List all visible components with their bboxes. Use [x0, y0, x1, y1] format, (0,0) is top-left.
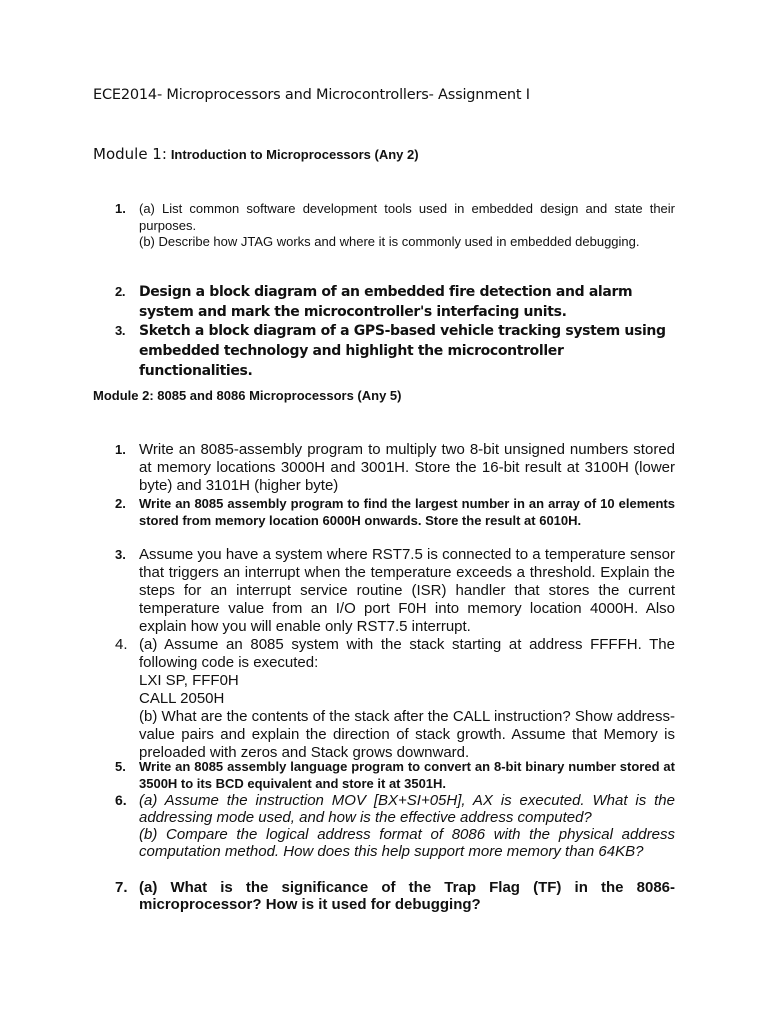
module2-question-3 — [115, 546, 675, 636]
question-text: Sketch a block diagram of a GPS-based vehicle tracking system using embedded technology and highlight the microcontroller functionalities. — [139, 323, 666, 379]
question-number: 7. — [115, 879, 128, 896]
module1-question-3 — [115, 321, 675, 381]
question-number: 2. — [115, 496, 126, 511]
question-part-a: (a) List common software development tools used in embedded design and state their purposes. — [139, 201, 675, 233]
question-text: Write an 8085-assembly program to multiply two 8-bit unsigned numbers stored at memory locations 3000H and 3001H. Store the 16-bit result at 3100H (lower byte) and 3101H (higher byte) — [139, 441, 675, 494]
module2-question-7 — [115, 879, 675, 913]
module1-heading — [93, 145, 419, 163]
question-text: Write an 8085 assembly language program to convert an 8-bit binary number stored at 3500H to its BCD equivalent and store it at 3501H. — [139, 759, 675, 791]
question-number: 1. — [115, 201, 126, 216]
question-text: (a) What is the significance of the Trap Flag (TF) in the 8086-microprocessor? How is it used for debugging? — [139, 879, 675, 913]
module2-question-5 — [115, 759, 675, 792]
module1-question-1 — [115, 201, 675, 251]
module1-title: Introduction to Microprocessors (Any 2) — [170, 147, 419, 162]
module1-label: Module 1: — [93, 145, 167, 163]
question-text: Write an 8085 assembly program to find the largest number in an array of 10 elements stored from memory location 6000H onwards. Store the result at 6010H. — [139, 496, 675, 528]
module2-question-4 — [115, 636, 675, 762]
question-number: 3. — [115, 547, 126, 562]
question-number: 5. — [115, 759, 126, 774]
module2-question-1 — [115, 441, 675, 495]
question-text: Design a block diagram of an embedded fire detection and alarm system and mark the microcontroller's interfacing units. — [139, 284, 633, 320]
module2-heading: Module 2: 8085 and 8086 Microprocessors (Any 5) — [93, 388, 402, 403]
module2-question-2 — [115, 496, 675, 529]
question-number: 1. — [115, 442, 126, 457]
question-number: 4. — [115, 636, 128, 653]
question-number: 2. — [115, 284, 126, 299]
question-text: Assume you have a system where RST7.5 is connected to a temperature sensor that triggers an interrupt when the temperature exceeds a threshold. Explain the steps for an interrupt service routine (ISR) handler that stores the current temperature value from an I/O port F0H into memory location 4000H. Also explain how you will enable only RST7.5 interrupt. — [139, 546, 675, 635]
question-number: 3. — [115, 323, 126, 338]
module1-question-2 — [115, 282, 675, 322]
question-number: 6. — [115, 792, 127, 808]
module2-question-6 — [115, 792, 675, 860]
assignment-title: ECE2014- Microprocessors and Microcontrollers- Assignment I — [93, 87, 530, 103]
code-line-1: LXI SP, FFF0H — [139, 672, 239, 689]
question-part-b: (b) Describe how JTAG works and where it is commonly used in embedded debugging. — [139, 234, 640, 249]
question-part-b: (b) Compare the logical address format of 8086 with the physical address computation method. How does this help support more memory than 64KB? — [139, 826, 675, 860]
question-part-a: (a) Assume an 8085 system with the stack starting at address FFFFH. The following code is executed: — [139, 636, 675, 671]
question-part-a: (a) Assume the instruction MOV [BX+SI+05H], AX is executed. What is the addressing mode used, and how is the effective address computed? — [139, 792, 675, 826]
question-part-b: (b) What are the contents of the stack after the CALL instruction? Show address-value pairs and explain the direction of stack growth. Assume that Memory is preloaded with zeros and Stack grows downward. — [139, 708, 675, 761]
code-line-2: CALL 2050H — [139, 690, 225, 707]
